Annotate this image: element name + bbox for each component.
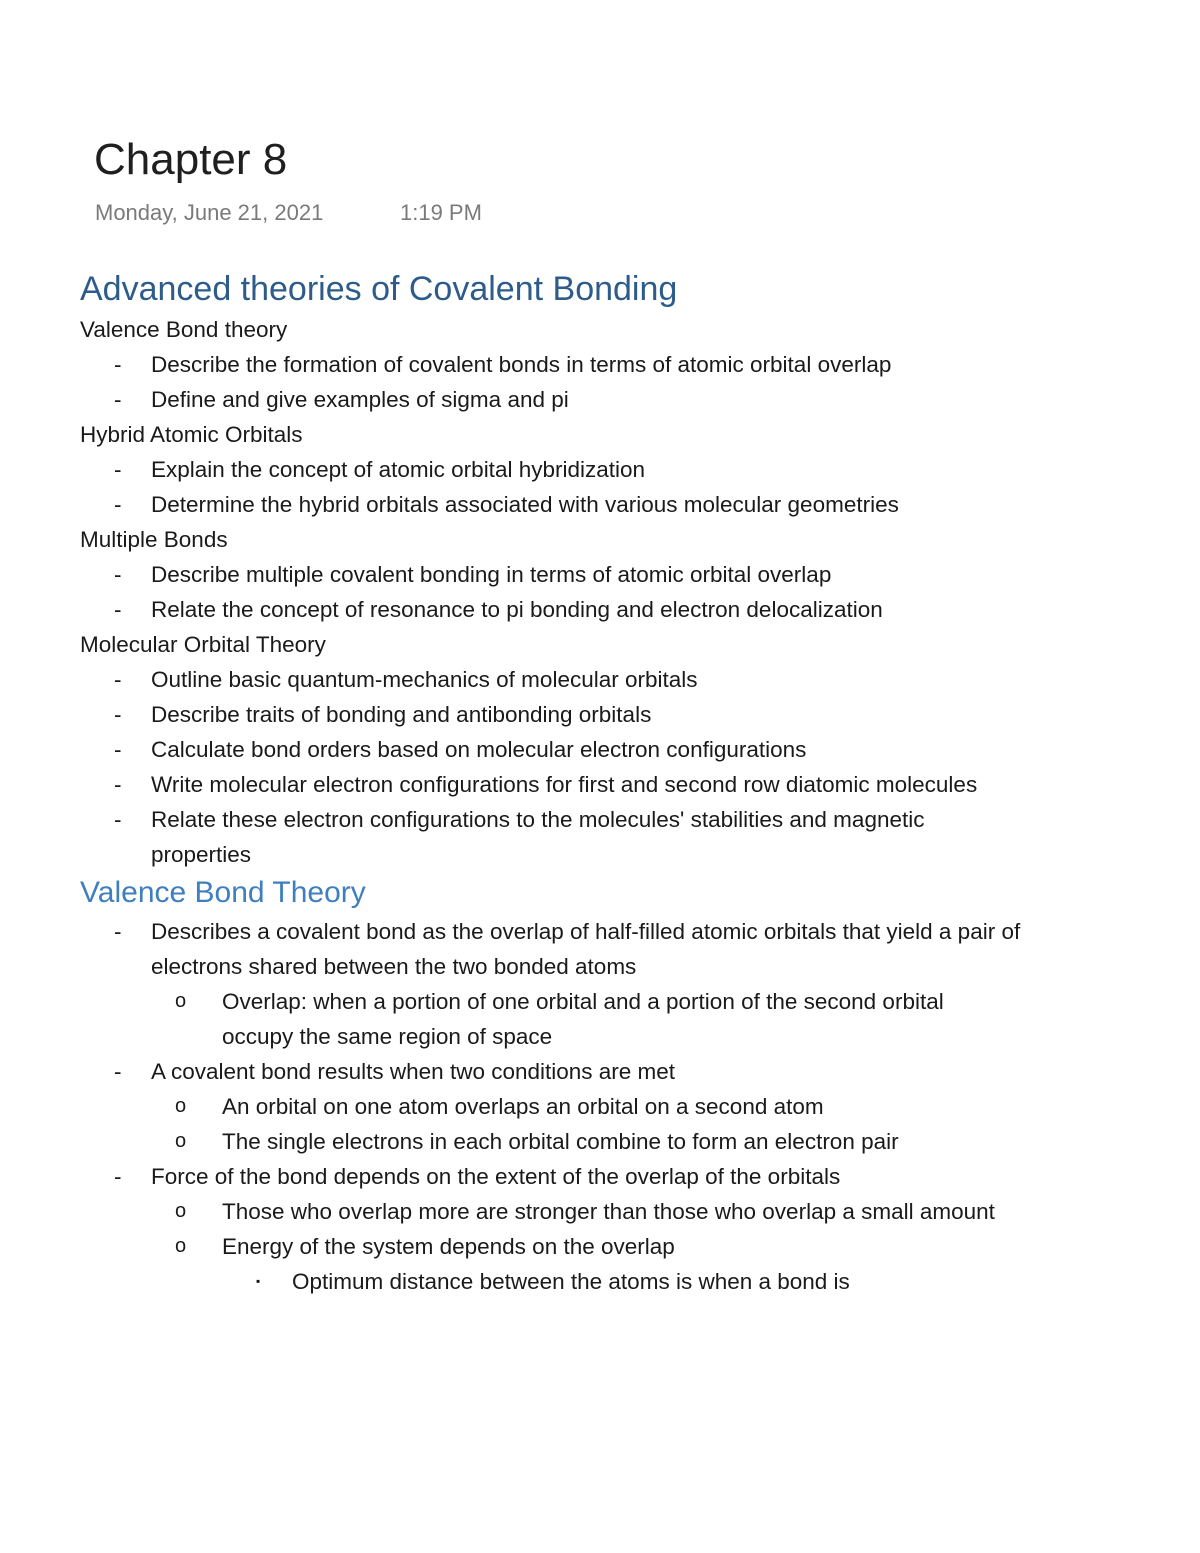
list-item: [80, 1159, 1021, 1194]
list-item-text: Define and give examples of sigma and pi: [151, 387, 569, 412]
list-item-text: Determine the hybrid orbitals associated with various molecular geometries: [151, 492, 899, 517]
list-item: [80, 1054, 1021, 1089]
list-item-text: Write molecular electron configurations for first and second row diatomic molecules: [151, 772, 978, 797]
dash-bullet-icon: -: [114, 457, 122, 482]
page-meta: [95, 200, 482, 226]
dash-bullet-icon: -: [114, 597, 122, 622]
list-item: [80, 487, 1021, 522]
circle-bullet-icon: o: [175, 990, 187, 1012]
note-content: [80, 266, 1160, 1433]
list-item-text: Force of the bond depends on the extent of the overlap of the orbitals: [151, 1164, 841, 1189]
list-item: [80, 732, 1021, 767]
list-item-text: Those who overlap more are stronger than those who overlap a small amount: [222, 1199, 995, 1224]
circle-bullet-icon: o: [175, 1200, 187, 1222]
square-bullet-icon: ▪: [256, 1274, 261, 1288]
subheading-hybrid-orbitals: Hybrid Atomic Orbitals: [80, 422, 303, 447]
subheading-multiple-bonds: Multiple Bonds: [80, 527, 228, 552]
list-item-text: A covalent bond results when two conditions are met: [151, 1059, 676, 1084]
sub-list-item: [80, 1194, 1021, 1229]
dash-bullet-icon: -: [114, 352, 122, 377]
circle-bullet-icon: o: [175, 1130, 187, 1152]
list-item-text: Relate these electron configurations to the molecules' stabilities and magnetic properties: [151, 807, 925, 867]
list-item-text: Overlap: when a portion of one orbital and a portion of the second orbital occupy the same region of space: [222, 989, 944, 1049]
list-item: [80, 592, 1021, 627]
dash-bullet-icon: -: [114, 772, 122, 797]
list-item: [80, 382, 1021, 417]
list-item-text: Optimum distance between the atoms is when a bond is: [292, 1269, 850, 1294]
dash-bullet-icon: -: [114, 387, 122, 412]
list-item-text: The single electrons in each orbital combine to form an electron pair: [222, 1129, 899, 1154]
list-item: [80, 557, 1021, 592]
page-time: 1:19 PM: [400, 200, 482, 225]
sub-sub-list-item: [80, 1264, 1012, 1299]
dash-bullet-icon: -: [114, 562, 122, 587]
list-item-text: Energy of the system depends on the overlap: [222, 1234, 675, 1259]
page-date: Monday, June 21, 2021: [95, 200, 324, 225]
page-title: Chapter 8: [94, 135, 288, 184]
list-item-text: Describes a covalent bond as the overlap of half-filled atomic orbitals that yield a pair of electrons shared between the two bonded atoms: [151, 919, 1021, 979]
dash-bullet-icon: -: [114, 807, 122, 832]
sub-list-item: [80, 1124, 1021, 1159]
list-item-text: Outline basic quantum-mechanics of molecular orbitals: [151, 667, 698, 692]
list-item: [80, 914, 1021, 984]
dash-bullet-icon: -: [114, 1059, 122, 1084]
list-item: [80, 697, 1021, 732]
dash-bullet-icon: -: [114, 737, 122, 762]
list-item: [80, 347, 1021, 382]
list-item-text: Describe traits of bonding and antibonding orbitals: [151, 702, 652, 727]
list-item-text: Calculate bond orders based on molecular electron configurations: [151, 737, 807, 762]
list-item: [80, 802, 1021, 872]
sub-list-item: [80, 1229, 1021, 1264]
subheading-valence-bond: Valence Bond theory: [80, 317, 288, 342]
heading-valence-bond-theory: Valence Bond Theory: [80, 876, 366, 909]
dash-bullet-icon: -: [114, 667, 122, 692]
dash-bullet-icon: -: [114, 492, 122, 517]
list-item: [80, 767, 1021, 802]
sub-list-item: [80, 1089, 1021, 1124]
list-item: [80, 662, 1021, 697]
list-item: [80, 452, 1021, 487]
subheading-molecular-orbital: Molecular Orbital Theory: [80, 632, 326, 657]
list-item-text: An orbital on one atom overlaps an orbital on a second atom: [222, 1094, 824, 1119]
sub-list-item: [80, 984, 1021, 1054]
heading-advanced-theories: Advanced theories of Covalent Bonding: [80, 270, 678, 308]
dash-bullet-icon: -: [114, 919, 122, 944]
list-item-text: Describe the formation of covalent bonds in terms of atomic orbital overlap: [151, 352, 892, 377]
circle-bullet-icon: o: [175, 1235, 187, 1257]
dash-bullet-icon: -: [114, 702, 122, 727]
list-item-text: Relate the concept of resonance to pi bonding and electron delocalization: [151, 597, 883, 622]
list-item-text: Describe multiple covalent bonding in terms of atomic orbital overlap: [151, 562, 832, 587]
dash-bullet-icon: -: [114, 1164, 122, 1189]
list-item-text: Explain the concept of atomic orbital hybridization: [151, 457, 646, 482]
circle-bullet-icon: o: [175, 1095, 187, 1117]
